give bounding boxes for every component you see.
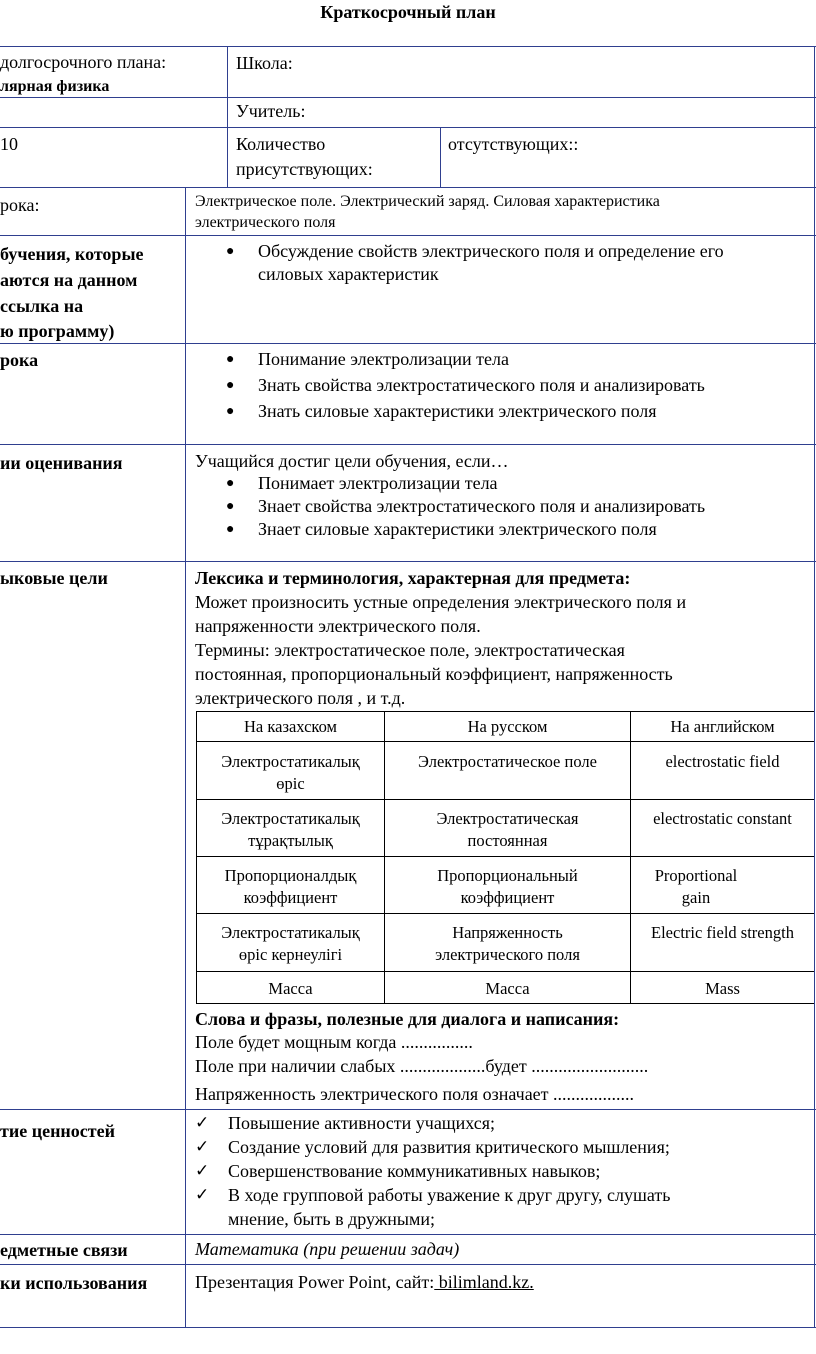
vocab-header-english: На английском (670, 717, 775, 736)
vocab-cell: gain (681, 888, 711, 907)
rule (0, 97, 816, 98)
rule (0, 444, 816, 445)
rule (196, 741, 814, 742)
language-goals-label: ыковые цели (0, 568, 108, 588)
vocab-cell: электрического поля (435, 945, 580, 964)
learning-objectives-label: ссылка на (0, 296, 84, 316)
rule (227, 46, 228, 187)
vocab-cell: Напряженность (452, 923, 563, 942)
value-item: Повышение активности учащихся; (228, 1113, 496, 1133)
vocab-cell: өріс (276, 774, 305, 793)
absent-label: отсутствующих:: (448, 134, 579, 154)
rule (440, 127, 441, 187)
phrases-heading: Слова и фразы, полезные для диалога и написания: (195, 1009, 620, 1029)
rule (0, 127, 816, 128)
rule (814, 46, 815, 1327)
rule (196, 799, 814, 800)
lexicon-line: постоянная, пропорциональный коэффициент, напряженность (195, 664, 673, 684)
lesson-goal: Знать силовые характеристики электрического поля (258, 401, 657, 421)
criteria-label: ии оценивания (0, 453, 123, 473)
criterion: Понимает электролизации тела (258, 473, 498, 493)
bullet-icon: ● (226, 352, 235, 367)
vocab-cell: electrostatic field (665, 752, 780, 771)
lexicon-line: напряженности электрического поля. (195, 616, 481, 636)
lesson-goals-label: рока (0, 350, 39, 370)
vocab-cell: Пропорциональный (437, 866, 578, 885)
phrase: Поле будет мощным когда ................ (195, 1032, 473, 1052)
long-term-plan-label: долгосрочного плана: (0, 52, 167, 72)
learning-objectives-label: ю программу) (0, 321, 115, 341)
rule (0, 1327, 816, 1328)
rule (196, 856, 814, 857)
vocab-cell: өріс кернеулігі (238, 945, 343, 964)
vocab-cell: Масса (485, 979, 530, 998)
ict-label: ки использования (0, 1273, 148, 1293)
vocab-cell: Electric field strength (651, 923, 794, 942)
vocab-cell: Электростатикалық (221, 809, 360, 828)
rule (185, 187, 186, 1327)
ict-value (195, 1271, 534, 1294)
present-label: Количество (236, 134, 326, 154)
rule (0, 1109, 816, 1110)
rule (0, 343, 816, 344)
rule (196, 971, 814, 972)
value-item-cont: мнение, быть в дружными; (228, 1209, 435, 1229)
criterion: Знает силовые характеристики электрического поля (258, 519, 657, 539)
rule (0, 1264, 816, 1265)
rule (0, 235, 816, 236)
lesson-goal: Понимание электролизации тела (258, 349, 509, 369)
lexicon-line: Термины: электростатическое поле, электростатическая (195, 640, 625, 660)
bullet-icon: ● (226, 522, 235, 537)
vocab-cell: тұрақтылық (248, 831, 333, 850)
rule (196, 1003, 814, 1004)
rule (0, 46, 816, 47)
values-label: тие ценностей (0, 1121, 115, 1141)
vocab-cell: electrostatic constant (653, 809, 792, 828)
bullet-icon: ● (226, 476, 235, 491)
phrase: Напряженность электрического поля означает .................. (195, 1084, 635, 1104)
vocab-header-russian: На русском (467, 717, 548, 736)
bullet-icon: ● (226, 404, 235, 419)
vocab-cell: Электростатикалық (221, 923, 360, 942)
check-icon: ✓ (195, 1185, 210, 1205)
ict-link[interactable]: bilimland.kz. (434, 1272, 534, 1292)
vocab-cell: коэффициент (460, 888, 555, 907)
rule (0, 561, 816, 562)
vocab-cell: Электростатическая (436, 809, 579, 828)
lesson-topic-value: Электрическое поле. Электрический заряд. Силовая характеристика (195, 193, 660, 210)
vocab-header-kazakh: На казахском (244, 717, 337, 736)
present-label-cont: присутствующих: (236, 159, 373, 179)
value-item: В ходе групповой работы уважение к друг другу, слушать (228, 1185, 671, 1205)
bullet-icon: ● (226, 244, 235, 259)
criteria-intro: Учащийся достиг цели обучения, если… (195, 451, 509, 471)
learning-objectives-label: бучения, которые (0, 244, 144, 264)
phrase: Поле при наличии слабых ...................будет .......................... (195, 1056, 649, 1076)
teacher-label: Учитель: (236, 101, 306, 121)
long-term-plan-value: лярная физика (0, 78, 110, 95)
check-icon: ✓ (195, 1137, 210, 1157)
grade-value: 10 (0, 134, 18, 154)
vocab-cell: Электростатическое поле (418, 752, 597, 771)
value-item: Совершенствование коммуникативных навыков; (228, 1161, 601, 1181)
vocab-cell: Пропорционалдық (224, 866, 357, 885)
value-item: Создание условий для развития критического мышления; (228, 1137, 670, 1157)
learning-objectives-label: аются на данном (0, 270, 138, 290)
check-icon: ✓ (195, 1113, 210, 1133)
vocab-cell: Proportional (654, 866, 738, 885)
vocab-cell: коэффициент (243, 888, 338, 907)
criterion: Знает свойства электростатического поля и анализировать (258, 496, 706, 516)
learning-objective: Обсуждение свойств электрического поля и определение его (258, 241, 724, 261)
rule (0, 1234, 816, 1235)
ict-text: Презентация Power Point, сайт: (195, 1272, 435, 1292)
check-icon: ✓ (195, 1161, 210, 1181)
bullet-icon: ● (226, 499, 235, 514)
lexicon-heading: Лексика и терминология, характерная для предмета: (195, 568, 631, 588)
lesson-topic-label: рока: (0, 195, 40, 215)
cross-subject-value: Математика (при решении задач) (195, 1239, 460, 1259)
vocab-cell: Mass (705, 979, 740, 998)
rule (196, 913, 814, 914)
lexicon-line: электрического поля , и т.д. (195, 688, 406, 708)
vocab-cell: Электростатикалық (221, 752, 360, 771)
cross-subject-label: едметные связи (0, 1240, 128, 1260)
learning-objective-cont: силовых характеристик (258, 264, 439, 284)
lexicon-line: Может произносить устные определения электрического поля и (195, 592, 687, 612)
bullet-icon: ● (226, 378, 235, 393)
lesson-topic-value-cont: электрического поля (195, 214, 336, 231)
page-title: Краткосрочный план (320, 2, 496, 22)
school-label: Школа: (236, 53, 293, 73)
rule (0, 187, 816, 188)
lesson-goal: Знать свойства электростатического поля и анализировать (258, 375, 705, 395)
rule (196, 711, 814, 712)
vocab-cell: Масса (268, 979, 313, 998)
vocab-cell: постоянная (467, 831, 548, 850)
